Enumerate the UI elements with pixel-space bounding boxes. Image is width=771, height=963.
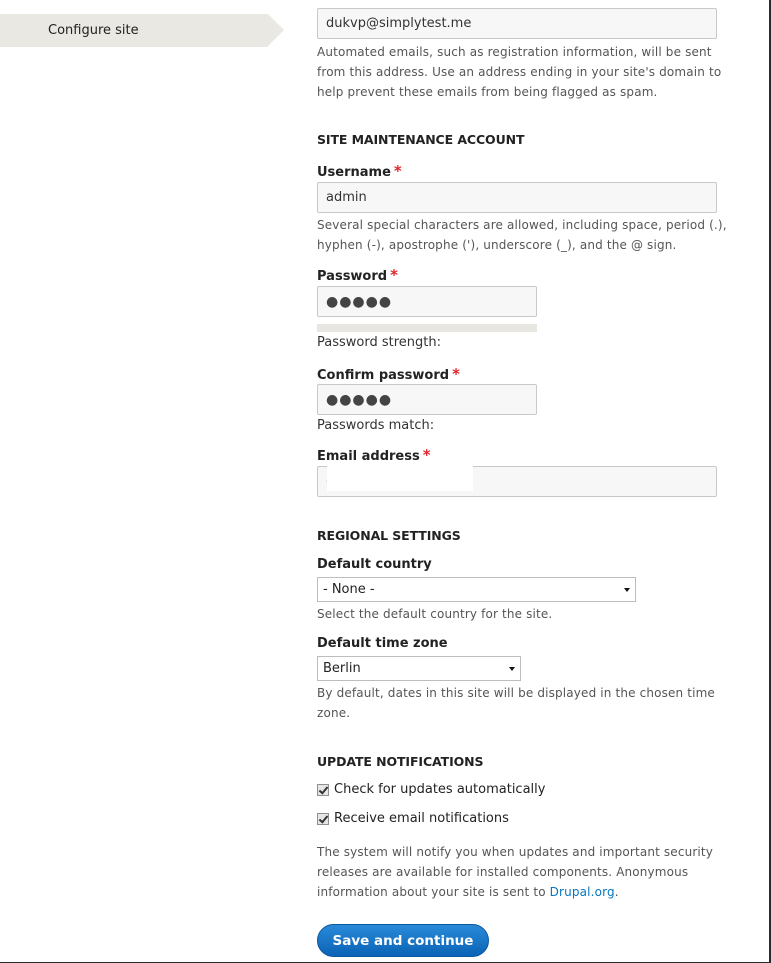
confirm-password-label xyxy=(317,365,460,383)
check-updates-checkbox[interactable] xyxy=(317,784,329,796)
section-heading-updates: UPDATE NOTIFICATIONS xyxy=(317,754,484,769)
default-country-selected: - None - xyxy=(323,582,375,597)
check-updates-label[interactable]: Check for updates automatically xyxy=(334,782,546,797)
confirm-password-field[interactable] xyxy=(317,384,537,415)
confirm-password-mask: ●●●●● xyxy=(326,391,393,408)
save-and-continue-label: Save and continue xyxy=(332,932,474,949)
save-and-continue-button[interactable] xyxy=(317,924,489,957)
password-strength-bar xyxy=(317,324,537,332)
required-marker: * xyxy=(390,266,398,284)
password-field[interactable] xyxy=(317,286,537,317)
default-timezone-description: By default, dates in this site will be displayed in the chosen time zone. xyxy=(317,686,715,720)
email-notifications-checkbox[interactable] xyxy=(317,813,329,825)
email-notifications-label[interactable]: Receive email notifications xyxy=(334,811,509,826)
email-address-label xyxy=(317,446,431,464)
required-marker: * xyxy=(422,446,431,464)
username-label xyxy=(317,162,402,180)
password-label xyxy=(317,266,398,284)
password-mask: ●●●●● xyxy=(326,293,393,310)
section-heading-maintenance: SITE MAINTENANCE ACCOUNT xyxy=(317,132,525,147)
required-marker: * xyxy=(393,162,402,180)
username-description: Several special characters are allowed, including space, period (.), hyphen (-), apostrophe ('), underscore (_), and the @ sign. xyxy=(317,218,727,252)
update-description-end: . xyxy=(614,885,619,899)
username-value: admin xyxy=(326,190,367,205)
email-address-label-text: Email address xyxy=(317,449,420,464)
sidebar-step-label: Configure site xyxy=(48,23,139,38)
password-label-text: Password xyxy=(317,269,388,284)
confirm-password-label-text: Confirm password xyxy=(317,368,450,383)
drupal-org-link[interactable]: Drupal.org xyxy=(549,885,615,899)
check-updates-row[interactable] xyxy=(317,782,545,797)
update-notifications-description xyxy=(317,842,737,902)
default-country-label: Default country xyxy=(317,557,432,572)
password-strength-label: Password strength: xyxy=(317,335,441,350)
site-email-description: Automated emails, such as registration information, will be sent from this address. Use an address ending in your site's domain to help prevent these emails from being flagged as spam. xyxy=(317,45,722,99)
redaction-overlay xyxy=(327,465,473,491)
default-timezone-label: Default time zone xyxy=(317,636,448,651)
section-heading-regional: REGIONAL SETTINGS xyxy=(317,528,461,543)
chevron-down-icon xyxy=(509,667,515,671)
site-email-field[interactable] xyxy=(317,8,717,39)
email-notifications-row[interactable] xyxy=(317,811,509,826)
update-description-text: The system will notify you when updates and important security releases are available for installed components. Anonymous information about your site is sent to xyxy=(317,845,714,899)
required-marker: * xyxy=(452,365,460,383)
passwords-match-label: Passwords match: xyxy=(317,418,435,433)
default-country-select[interactable] xyxy=(317,577,636,602)
default-timezone-selected: Berlin xyxy=(323,661,361,676)
username-label-text: Username xyxy=(317,165,391,180)
chevron-down-icon xyxy=(624,588,630,592)
site-email-value: dukvp@simplytest.me xyxy=(326,16,472,31)
default-country-description: Select the default country for the site. xyxy=(317,607,553,621)
default-timezone-select[interactable] xyxy=(317,656,521,681)
username-field[interactable] xyxy=(317,182,717,213)
sidebar-step-configure-site xyxy=(0,14,268,47)
